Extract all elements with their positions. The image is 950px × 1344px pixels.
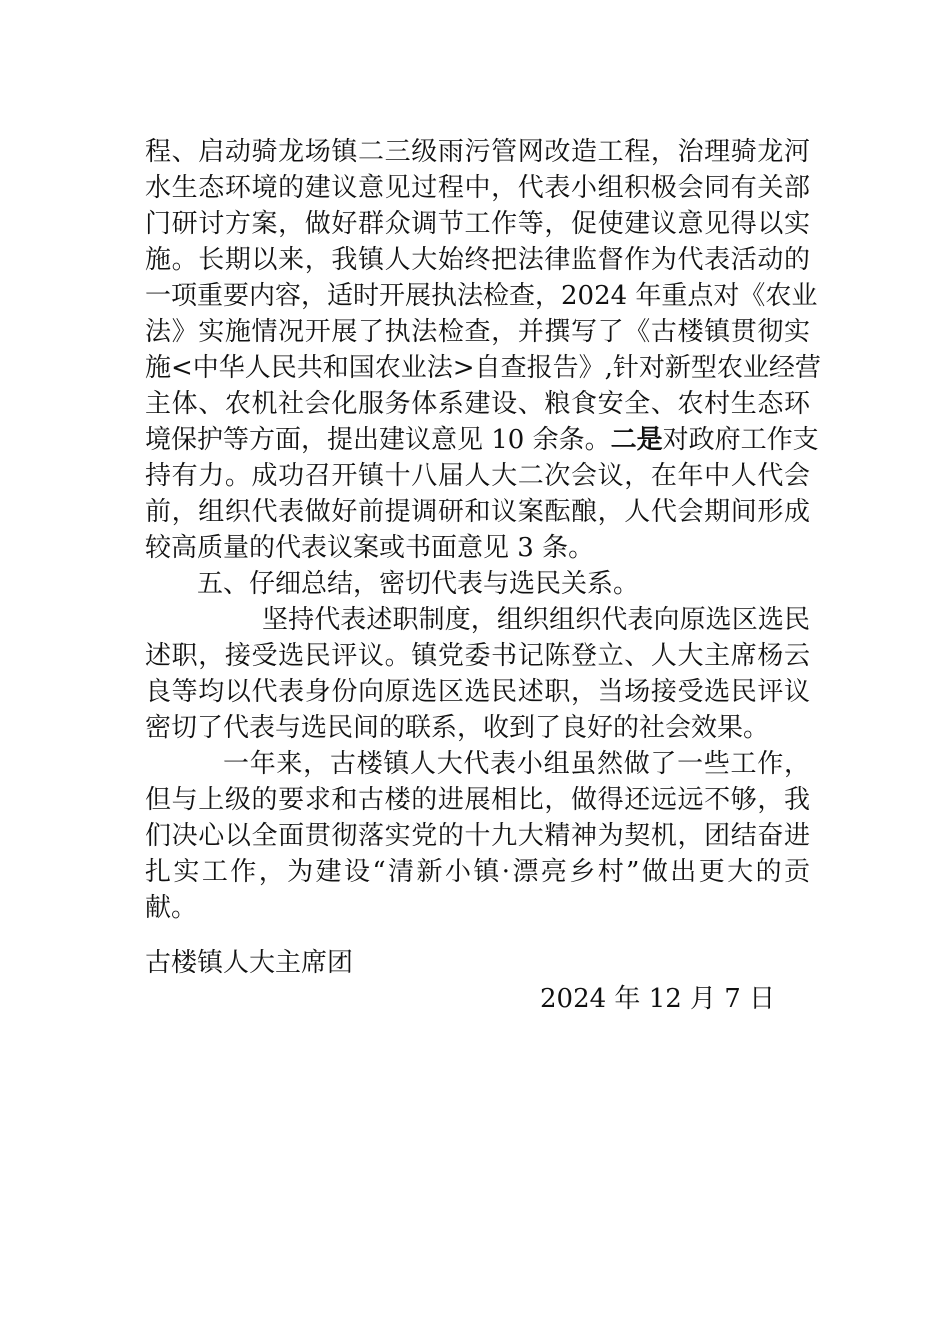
paragraph-line: 主体、农机社会化服务体系建设、粮食安全、农村生态环 [145,389,810,419]
paragraph-line: 密切了代表与选民间的联系，收到了良好的社会效果。 [145,713,770,743]
paragraph-line: 前，组织代表做好前提调研和议案酝酿，人代会期间形成 [145,497,810,527]
paragraph-line: 一年来，古楼镇人大代表小组虽然做了一些工作， [223,749,810,779]
paragraph-line: 一项重要内容，适时开展执法检查，2024 年重点对《农业 [145,281,818,311]
paragraph-line: 良等均以代表身份向原选区选民述职，当场接受选民评议 [145,677,810,707]
paragraph-line: 法》实施情况开展了执法检查，并撰写了《古楼镇贯彻实 [145,317,810,347]
signature: 古楼镇人大主席团 [145,948,354,978]
document-date: 2024 年 12 月 7 日 [540,984,776,1014]
paragraph-line: 施。长期以来，我镇人大始终把法律监督作为代表活动的 [145,245,810,275]
paragraph-line: 献。 [145,893,198,923]
paragraph-line: 较高质量的代表议案或书面意见 3 条。 [145,533,595,563]
line-text-after: 对政府工作支 [662,425,819,455]
section-heading: 五、仔细总结，密切代表与选民关系。 [197,569,640,599]
paragraph-line: 持有力。成功召开镇十八届人大二次会议，在年中人代会 [145,461,810,491]
paragraph-line: 水生态环境的建议意见过程中，代表小组积极会同有关部 [145,173,810,203]
line-text-before: 境保护等方面，提出建议意见 10 余条。 [145,425,611,455]
paragraph-line: 坚持代表述职制度，组织组织代表向原选区选民 [262,605,810,635]
paragraph-line: 施<中华人民共和国农业法>自查报告》,针对新型农业经营 [145,353,821,383]
paragraph-line: 程、启动骑龙场镇二三级雨污管网改造工程，治理骑龙河 [145,137,810,167]
paragraph-line: 们决心以全面贯彻落实党的十九大精神为契机，团结奋进 [145,821,810,851]
paragraph-line: 但与上级的要求和古楼的进展相比，做得还远远不够，我 [145,785,810,815]
paragraph-line: 门研讨方案，做好群众调节工作等，促使建议意见得以实 [145,209,810,239]
paragraph-line: 述职，接受选民评议。镇党委书记陈登立、人大主席杨云 [145,641,810,671]
paragraph-line: 扎实工作，为建设“清新小镇·漂亮乡村”做出更大的贡 [145,857,810,887]
paragraph-line-with-emphasis [145,422,819,458]
emphasis-text: 二是 [610,425,663,455]
